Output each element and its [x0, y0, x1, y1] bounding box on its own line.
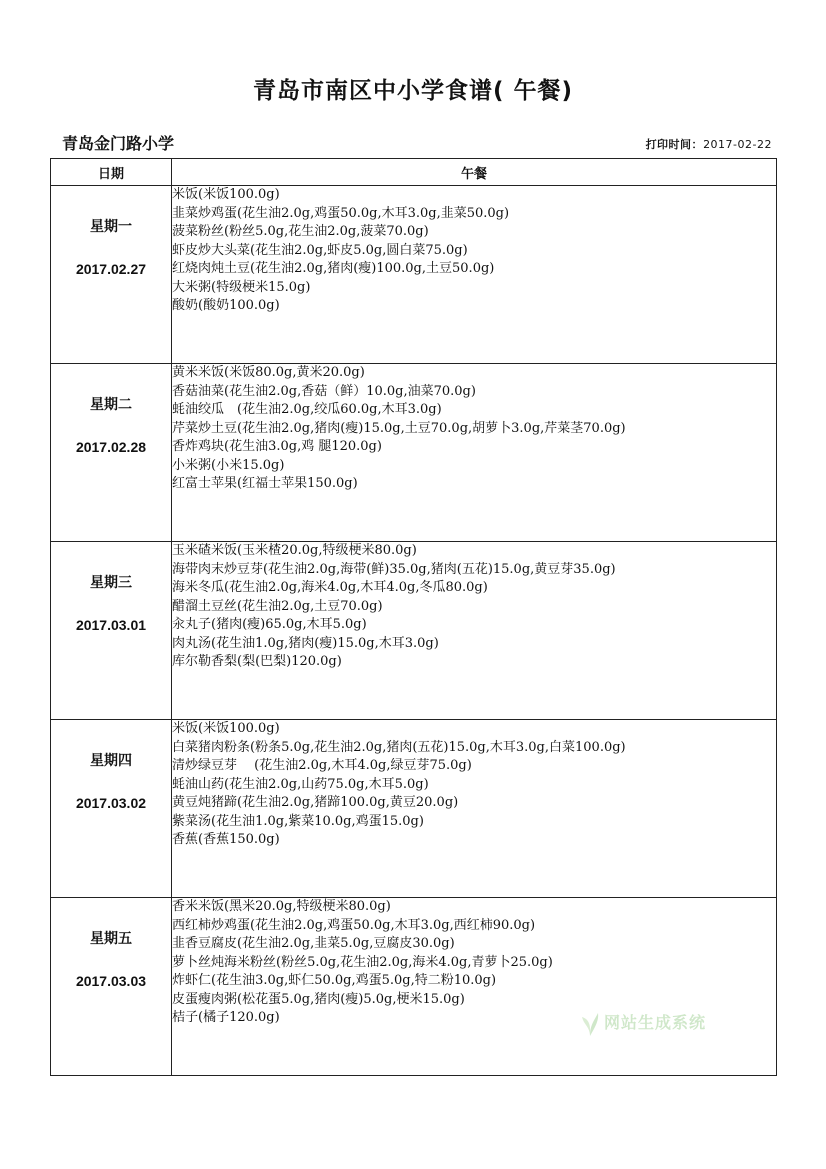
menu-item: 紫菜汤(花生油1.0g,紫菜10.0g,鸡蛋15.0g)	[172, 813, 424, 829]
date-cell	[51, 186, 172, 364]
menu-item: 芹菜炒土豆(花生油2.0g,猪肉(瘦)15.0g,土豆70.0g,胡萝卜3.0g,芹菜茎70.0g)	[172, 420, 626, 436]
menu-item: 萝卜丝炖海米粉丝(粉丝5.0g,花生油2.0g,海米4.0g,青萝卜25.0g)	[172, 954, 553, 970]
table-header-row	[51, 159, 777, 186]
table-row	[51, 364, 777, 542]
lunch-items-cell	[172, 720, 777, 898]
table-row	[51, 542, 777, 720]
weekday-label: 星期四	[90, 753, 132, 769]
menu-item: 香炸鸡块(花生油3.0g,鸡 腿120.0g)	[172, 439, 382, 454]
lunch-items-cell	[172, 542, 777, 720]
menu-item: 小米粥(小米15.0g)	[172, 457, 285, 473]
date-cell	[51, 720, 172, 898]
menu-item: 酸奶(酸奶100.0g)	[172, 298, 280, 313]
menu-item: 香菇油菜(花生油2.0g,香菇（鲜）10.0g,油菜70.0g)	[172, 383, 476, 399]
menu-item: 韭香豆腐皮(花生油2.0g,韭菜5.0g,豆腐皮30.0g)	[172, 936, 455, 951]
print-time-label: 打印时间：	[645, 138, 704, 151]
table-row	[51, 186, 777, 364]
date-label: 2017.02.28	[75, 439, 147, 455]
school-name: 青岛金门路小学	[62, 134, 175, 153]
menu-item: 醋溜土豆丝(花生油2.0g,土豆70.0g)	[172, 598, 383, 614]
menu-item: 虾皮炒大头菜(花生油2.0g,虾皮5.0g,圆白菜75.0g)	[172, 242, 468, 258]
date-cell	[51, 898, 172, 1076]
date-label: 2017.02.27	[75, 261, 147, 277]
date-label: 2017.03.01	[75, 617, 147, 633]
menu-item: 蚝油绞瓜 (花生油2.0g,绞瓜60.0g,木耳3.0g)	[172, 402, 442, 417]
menu-item: 白菜猪肉粉条(粉条5.0g,花生油2.0g,猪肉(五花)15.0g,木耳3.0g,白菜100.0g)	[172, 739, 626, 755]
menu-item: 菠菜粉丝(粉丝5.0g,花生油2.0g,菠菜70.0g)	[172, 224, 429, 239]
weekday-label: 星期三	[90, 575, 132, 591]
page-title: 青岛市南区中小学食谱( 午餐)	[252, 78, 574, 104]
weekday-label: 星期一	[90, 219, 132, 235]
date-label: 2017.03.03	[75, 973, 147, 989]
table-row	[51, 720, 777, 898]
print-time-value: 2017-02-22	[703, 138, 772, 151]
lunch-items-cell	[172, 898, 777, 1076]
menu-item: 蚝油山药(花生油2.0g,山药75.0g,木耳5.0g)	[172, 776, 429, 792]
menu-item: 肉丸汤(花生油1.0g,猪肉(瘦)15.0g,木耳3.0g)	[172, 635, 439, 651]
menu-item: 桔子(橘子120.0g)	[172, 1010, 280, 1025]
menu-item: 海带肉末炒豆芽(花生油2.0g,海带(鲜)35.0g,猪肉(五花)15.0g,黄豆芽35.0g)	[172, 561, 616, 577]
menu-item: 红烧肉炖土豆(花生油2.0g,猪肉(瘦)100.0g,土豆50.0g)	[172, 261, 495, 276]
menu-item: 米饭(米饭100.0g)	[172, 721, 280, 736]
menu-item: 大米粥(特级梗米15.0g)	[172, 279, 311, 295]
menu-body	[51, 186, 777, 1076]
date-cell	[51, 542, 172, 720]
menu-item: 库尔勒香梨(梨(巴梨)120.0g)	[172, 654, 342, 669]
header-date: 日期	[51, 159, 172, 186]
menu-item: 香蕉(香蕉150.0g)	[172, 832, 280, 847]
weekday-label: 星期五	[90, 931, 132, 947]
watermark	[580, 1010, 706, 1037]
header-lunch: 午餐	[172, 159, 777, 186]
menu-item: 炸虾仁(花生油3.0g,虾仁50.0g,鸡蛋5.0g,特二粉10.0g)	[172, 973, 497, 988]
menu-item: 汆丸子(猪肉(瘦)65.0g,木耳5.0g)	[172, 617, 367, 632]
weekday-label: 星期二	[90, 397, 132, 413]
menu-item: 玉米碴米饭(玉米楂20.0g,特级梗米80.0g)	[172, 543, 417, 558]
menu-item: 黄米米饭(米饭80.0g,黄米20.0g)	[172, 365, 365, 380]
menu-item: 皮蛋瘦肉粥(松花蛋5.0g,猪肉(瘦)5.0g,梗米15.0g)	[172, 991, 465, 1007]
menu-item: 米饭(米饭100.0g)	[172, 187, 280, 202]
date-cell	[51, 364, 172, 542]
print-time	[646, 136, 772, 152]
table-row	[51, 898, 777, 1076]
menu-item: 香米米饭(黑米20.0g,特级梗米80.0g)	[172, 899, 391, 914]
menu-item: 西红柿炒鸡蛋(花生油2.0g,鸡蛋50.0g,木耳3.0g,西红柿90.0g)	[172, 917, 536, 933]
leaf-logo-icon	[580, 1011, 600, 1037]
watermark-text: 网站生成系统	[604, 1013, 707, 1032]
lunch-menu-table	[50, 158, 777, 1076]
date-label: 2017.03.02	[75, 795, 147, 811]
lunch-items-cell	[172, 186, 777, 364]
lunch-items-cell	[172, 364, 777, 542]
menu-item: 韭菜炒鸡蛋(花生油2.0g,鸡蛋50.0g,木耳3.0g,韭菜50.0g)	[172, 205, 510, 221]
menu-item: 红富士苹果(红福士苹果150.0g)	[172, 476, 358, 491]
menu-item: 海米冬瓜(花生油2.0g,海米4.0g,木耳4.0g,冬瓜80.0g)	[172, 580, 488, 595]
menu-item: 黄豆炖猪蹄(花生油2.0g,猪蹄100.0g,黄豆20.0g)	[172, 795, 459, 810]
menu-item: 清炒绿豆芽 (花生油2.0g,木耳4.0g,绿豆芽75.0g)	[172, 758, 472, 773]
